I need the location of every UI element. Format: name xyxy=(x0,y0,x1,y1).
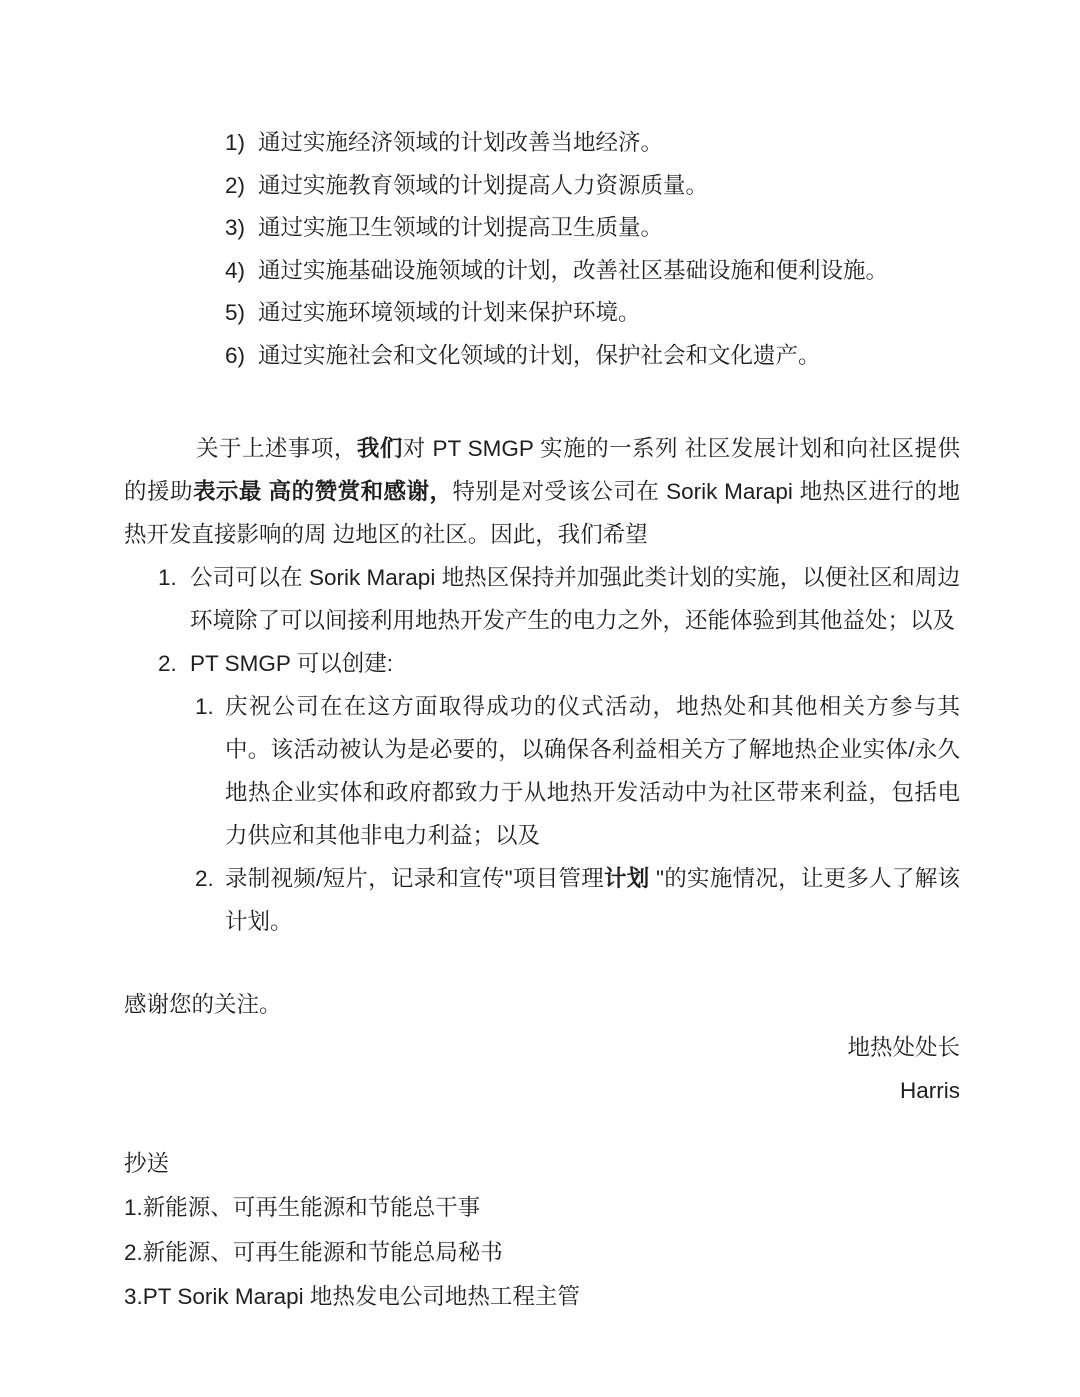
request-item-2-text: PT SMGP 可以创建: xyxy=(190,650,393,676)
signature-title: 地热处处长 xyxy=(847,1034,960,1060)
request-item-1-text: 公司可以在 Sorik Marapi 地热区保持并加强此类计划的实施，以便社区和周边环境除了可以间接利用地热开发产生的电力之外，还能体验到其他益处；以及 xyxy=(190,564,960,633)
request-list xyxy=(158,556,960,685)
sub-item-2-text xyxy=(225,857,960,943)
goal-item-6 xyxy=(225,335,960,378)
goal-item-5 xyxy=(225,292,960,335)
paragraph-run-bold: 表示最 高的赞赏和感谢， xyxy=(192,478,453,504)
sub-item-1-text: 庆祝公司在在这方面取得成功的仪式活动，地热处和其他相关方参与其中。该活动被认为是必要的，以确保各利益相关方了解地热企业实体/永久地热企业实体和政府都致力于从地热开发活动中为社区带来利益，包括电力供应和其他非电力利益；以及 xyxy=(225,693,960,848)
goal-item-2-text: 通过实施教育领域的计划提高人力资源质量。 xyxy=(258,172,709,198)
request-item-1 xyxy=(158,556,960,642)
goal-item-2-marker: 2) xyxy=(225,172,246,198)
sub-item-2-run: "的实施情况，让更多人了解该计划。 xyxy=(225,865,960,934)
closing-thanks: 感谢您的关注。 xyxy=(124,991,282,1017)
sub-item-2-run-bold: 计划 xyxy=(604,865,650,891)
goal-item-3-marker: 3) xyxy=(225,215,246,241)
cc-block xyxy=(124,1142,960,1320)
paragraph-run: 特别是对受该公司在 Sorik Marapi 地热区进行的地热开发直接影响的周 边地区的社区。因此，我们希望 xyxy=(124,478,960,547)
cc-item-3: 3.PT Sorik Marapi 地热发电公司地热工程主管 xyxy=(124,1284,580,1310)
goal-item-6-text: 通过实施社会和文化领域的计划，保护社会和文化遗产。 xyxy=(258,342,821,368)
goal-item-1-text: 通过实施经济领域的计划改善当地经济。 xyxy=(258,130,664,155)
sub-list xyxy=(195,685,960,943)
request-item-2 xyxy=(158,642,960,685)
goal-item-4-text: 通过实施基础设施领域的计划，改善社区基础设施和便利设施。 xyxy=(258,257,889,283)
paragraph-run-bold: 我们 xyxy=(356,435,403,461)
goal-item-5-marker: 5) xyxy=(225,300,246,326)
paragraph-run: 对 PT SMGP 实施的一系列 社区发展计划和向社区提供的援助 xyxy=(124,435,960,504)
goal-item-4-marker: 4) xyxy=(225,257,246,283)
request-item-1-marker: 1. xyxy=(158,564,177,590)
sub-item-2-run: 录制视频/短片，记录和宣传"项目管理 xyxy=(225,865,604,891)
goal-list xyxy=(225,122,960,378)
goal-item-5-text: 通过实施环境领域的计划来保护环境。 xyxy=(258,300,641,326)
signature-name: Harris xyxy=(900,1077,960,1103)
cc-item-1: 1.新能源、可再生能源和节能总干事 xyxy=(124,1195,481,1221)
cc-label: 抄送 xyxy=(124,1150,170,1176)
sub-item-2 xyxy=(195,857,960,943)
sub-item-2-marker: 2. xyxy=(195,865,214,891)
goal-item-1 xyxy=(225,122,960,165)
goal-item-2 xyxy=(225,165,960,208)
sub-item-1 xyxy=(195,685,960,857)
goal-item-3-text: 通过实施卫生领域的计划提高卫生质量。 xyxy=(258,215,664,241)
request-item-2-marker: 2. xyxy=(158,650,177,676)
goal-item-6-marker: 6) xyxy=(225,342,246,368)
sub-item-1-marker: 1. xyxy=(195,693,214,719)
paragraph-run: 关于上述事项， xyxy=(196,435,357,461)
goal-item-1-marker: 1) xyxy=(225,130,246,155)
appreciation-paragraph xyxy=(124,427,960,556)
goal-item-3 xyxy=(225,207,960,250)
cc-item-2: 2.新能源、可再生能源和节能总局秘书 xyxy=(124,1239,503,1265)
goal-item-4 xyxy=(225,250,960,293)
